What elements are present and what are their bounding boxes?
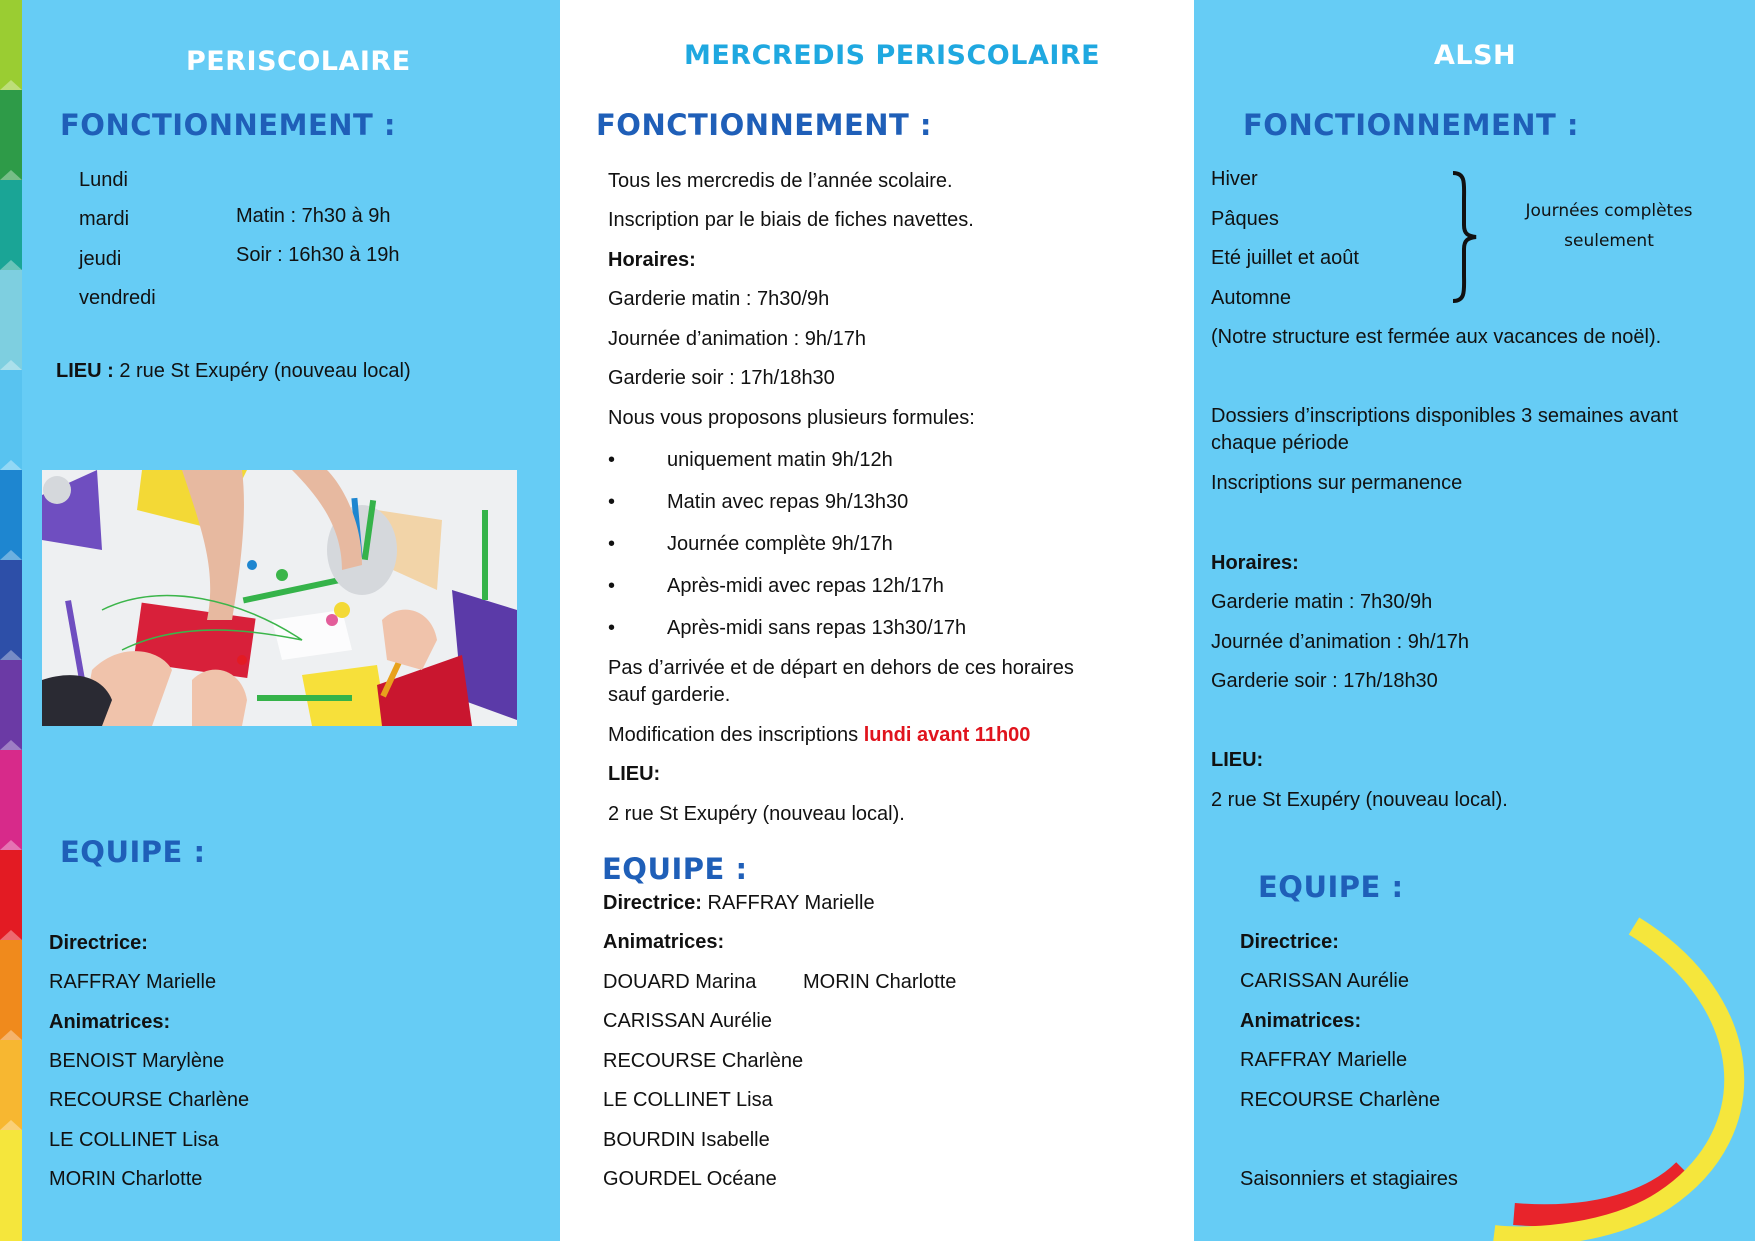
animatrice-5: LE COLLINET Lisa xyxy=(603,1089,773,1111)
animatrice-4: RECOURSE Charlène xyxy=(603,1050,804,1072)
equipe-heading: EQUIPE : xyxy=(1258,870,1404,904)
animatrices-label: Animatrices: xyxy=(603,931,725,953)
pas-arrivee-line-1: Pas d’arrivée et de départ en dehors de ces horaires xyxy=(608,657,1074,679)
right-panel-alsh xyxy=(1194,0,1755,1241)
modification-prefix: Modification des inscriptions xyxy=(608,724,864,746)
formule-2: Matin avec repas 9h/13h30 xyxy=(667,491,909,513)
lieu-value: 2 rue St Exupéry (nouveau local) xyxy=(119,360,411,382)
rainbow-strip-decoration xyxy=(0,0,24,1241)
formule-3: Journée complète 9h/17h xyxy=(667,533,893,555)
period-automne: Automne xyxy=(1211,287,1292,309)
periscolaire-title: PERISCOLAIRE xyxy=(186,46,411,77)
animatrice-2: RECOURSE Charlène xyxy=(49,1089,250,1111)
lieu-label: LIEU : xyxy=(56,360,114,382)
day-vendredi: vendredi xyxy=(79,287,156,309)
formule-bullet: • xyxy=(608,575,616,597)
animatrice-3: CARISSAN Aurélie xyxy=(603,1010,772,1032)
formule-bullet: • xyxy=(608,533,616,555)
formule-bullet: • xyxy=(608,491,616,513)
saisonniers-line: Saisonniers et stagiaires xyxy=(1240,1168,1458,1190)
animatrice-2: RECOURSE Charlène xyxy=(1240,1089,1441,1111)
horaires-label: Horaires: xyxy=(1211,552,1299,574)
lieu-value: 2 rue St Exupéry (nouveau local). xyxy=(1211,789,1508,811)
garderie-soir: Garderie soir : 17h/18h30 xyxy=(608,367,835,389)
formule-4: Après-midi avec repas 12h/17h xyxy=(667,575,944,597)
lieu-label: LIEU: xyxy=(1211,749,1264,771)
day-mardi: mardi xyxy=(79,208,130,230)
garderie-matin: Garderie matin : 7h30/9h xyxy=(608,288,830,310)
mercredis-line-2: Inscription par le biais de fiches navettes. xyxy=(608,209,974,231)
journees-line-1: Journées complètes xyxy=(1525,201,1693,221)
animatrices-label: Animatrices: xyxy=(1240,1010,1362,1032)
journee-animation: Journée d’animation : 9h/17h xyxy=(608,328,866,350)
modification-line xyxy=(608,724,1030,747)
dossiers-line-1: Dossiers d’inscriptions disponibles 3 semaines avant xyxy=(1211,405,1678,427)
journee-animation: Journée d’animation : 9h/17h xyxy=(1211,631,1469,653)
animatrice-7: GOURDEL Océane xyxy=(603,1168,777,1190)
fonctionnement-heading: FONCTIONNEMENT : xyxy=(596,108,933,142)
hours-matin: Matin : 7h30 à 9h xyxy=(236,205,391,227)
closure-note: (Notre structure est fermée aux vacances de noël). xyxy=(1211,326,1662,348)
modification-deadline: lundi avant 11h00 xyxy=(863,724,1031,746)
crafting-photo xyxy=(42,470,517,726)
directrice-name: CARISSAN Aurélie xyxy=(1240,970,1409,992)
journees-line-2: seulement xyxy=(1564,231,1654,251)
period-paques: Pâques xyxy=(1211,208,1279,230)
directrice-name: RAFFRAY Marielle xyxy=(701,892,875,914)
hours-soir: Soir : 16h30 à 19h xyxy=(236,244,400,266)
animatrice-1: BENOIST Marylène xyxy=(49,1050,225,1072)
dossiers-line-2: chaque période xyxy=(1211,432,1349,454)
alsh-title: ALSH xyxy=(1434,40,1517,71)
directrice-label: Directrice: xyxy=(603,892,702,914)
fonctionnement-heading: FONCTIONNEMENT : xyxy=(60,108,397,142)
mercredis-line-1: Tous les mercredis de l’année scolaire. xyxy=(608,170,953,192)
middle-panel-mercredis xyxy=(560,0,1194,1241)
directrice-name: RAFFRAY Marielle xyxy=(49,971,217,993)
formule-5: Après-midi sans repas 13h30/17h xyxy=(667,617,967,639)
lieu-line xyxy=(56,360,411,383)
animatrice-6: BOURDIN Isabelle xyxy=(603,1129,770,1151)
inscriptions-line: Inscriptions sur permanence xyxy=(1211,472,1463,494)
formules-intro: Nous vous proposons plusieurs formules: xyxy=(608,407,975,429)
animatrices-label: Animatrices: xyxy=(49,1011,171,1033)
animatrice-2: MORIN Charlotte xyxy=(803,971,957,993)
curly-brace-icon xyxy=(1450,170,1480,304)
period-hiver: Hiver xyxy=(1211,168,1258,190)
crafting-illustration xyxy=(42,470,517,726)
animatrice-1: RAFFRAY Marielle xyxy=(1240,1049,1408,1071)
garderie-matin: Garderie matin : 7h30/9h xyxy=(1211,591,1433,613)
directrice-label: Directrice: xyxy=(49,932,148,954)
equipe-heading: EQUIPE : xyxy=(602,852,748,886)
period-ete: Eté juillet et août xyxy=(1211,247,1359,269)
directrice-line xyxy=(603,892,875,915)
directrice-label: Directrice: xyxy=(1240,931,1339,953)
fonctionnement-heading: FONCTIONNEMENT : xyxy=(1243,108,1580,142)
lieu-label: LIEU: xyxy=(608,763,661,785)
formule-1: uniquement matin 9h/12h xyxy=(667,449,893,471)
day-lundi: Lundi xyxy=(79,169,128,191)
animatrice-3: LE COLLINET Lisa xyxy=(49,1129,219,1151)
garderie-soir: Garderie soir : 17h/18h30 xyxy=(1211,670,1438,692)
lieu-value: 2 rue St Exupéry (nouveau local). xyxy=(608,803,905,825)
animatrice-4: MORIN Charlotte xyxy=(49,1168,203,1190)
formule-bullet: • xyxy=(608,617,616,639)
pas-arrivee-line-2: sauf garderie. xyxy=(608,684,731,706)
animatrice-1: DOUARD Marina xyxy=(603,971,757,993)
left-panel-periscolaire xyxy=(0,0,560,1241)
equipe-heading: EQUIPE : xyxy=(60,835,206,869)
day-jeudi: jeudi xyxy=(79,248,122,270)
mercredis-title: MERCREDIS PERISCOLAIRE xyxy=(684,40,1101,71)
formule-bullet: • xyxy=(608,449,616,471)
horaires-label: Horaires: xyxy=(608,249,696,271)
